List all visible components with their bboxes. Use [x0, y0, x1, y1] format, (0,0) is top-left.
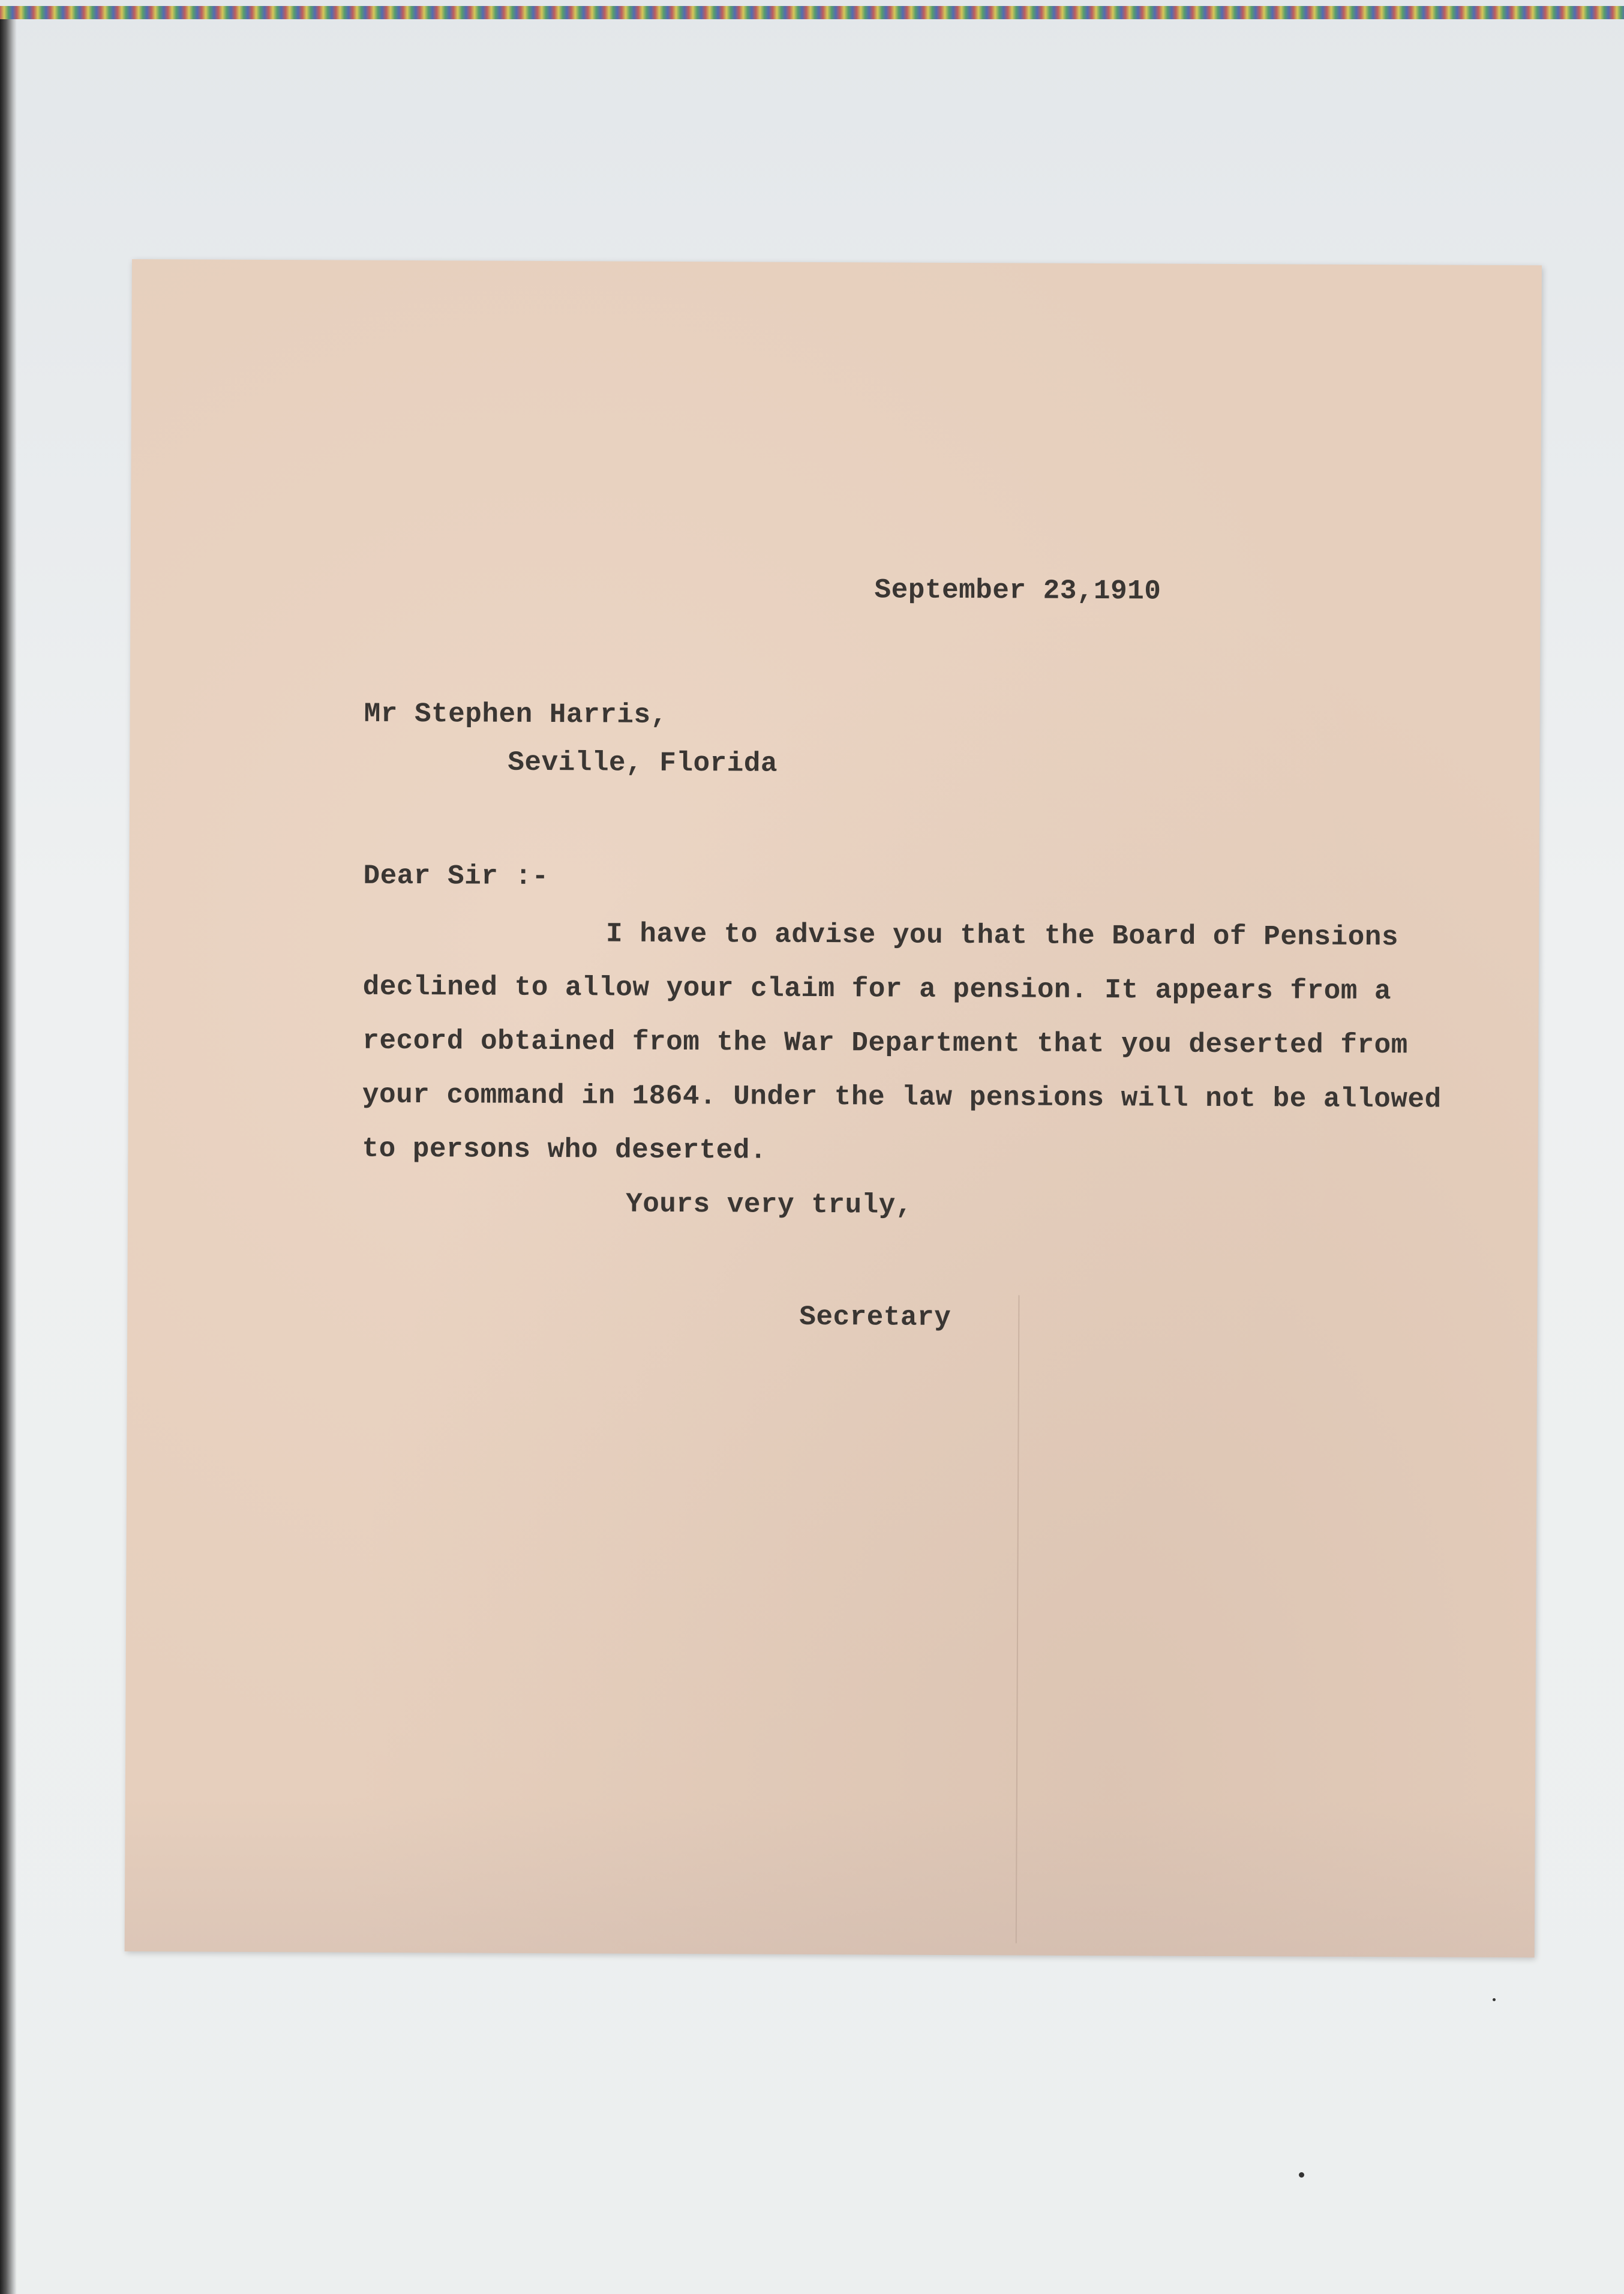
salutation: Dear Sir :- — [363, 860, 549, 893]
scan-left-edge — [0, 19, 17, 2294]
scan-speck — [1493, 1998, 1496, 2001]
body-line: declined to allow your claim for a pension. It appears from a — [362, 971, 1392, 1007]
body-line: to persons who deserted. — [362, 1133, 767, 1167]
paper-fold-shadow — [125, 1795, 1535, 1957]
scan-color-strip — [0, 6, 1624, 19]
complimentary-closing: Yours very truly, — [626, 1188, 913, 1221]
letter-page — [125, 259, 1542, 1957]
body-line: I have to advise you that the Board of Pensions — [605, 918, 1399, 953]
signature-title: Secretary — [799, 1301, 951, 1333]
recipient-address: Seville, Florida — [508, 746, 778, 779]
body-line: record obtained from the War Department that you deserted from — [362, 1025, 1408, 1061]
recipient-name: Mr Stephen Harris, — [364, 698, 668, 731]
scan-speck — [1299, 2172, 1304, 2178]
letter-date: September 23,1910 — [874, 574, 1161, 607]
body-line: your command in 1864. Under the law pensions will not be allowed — [362, 1079, 1442, 1115]
